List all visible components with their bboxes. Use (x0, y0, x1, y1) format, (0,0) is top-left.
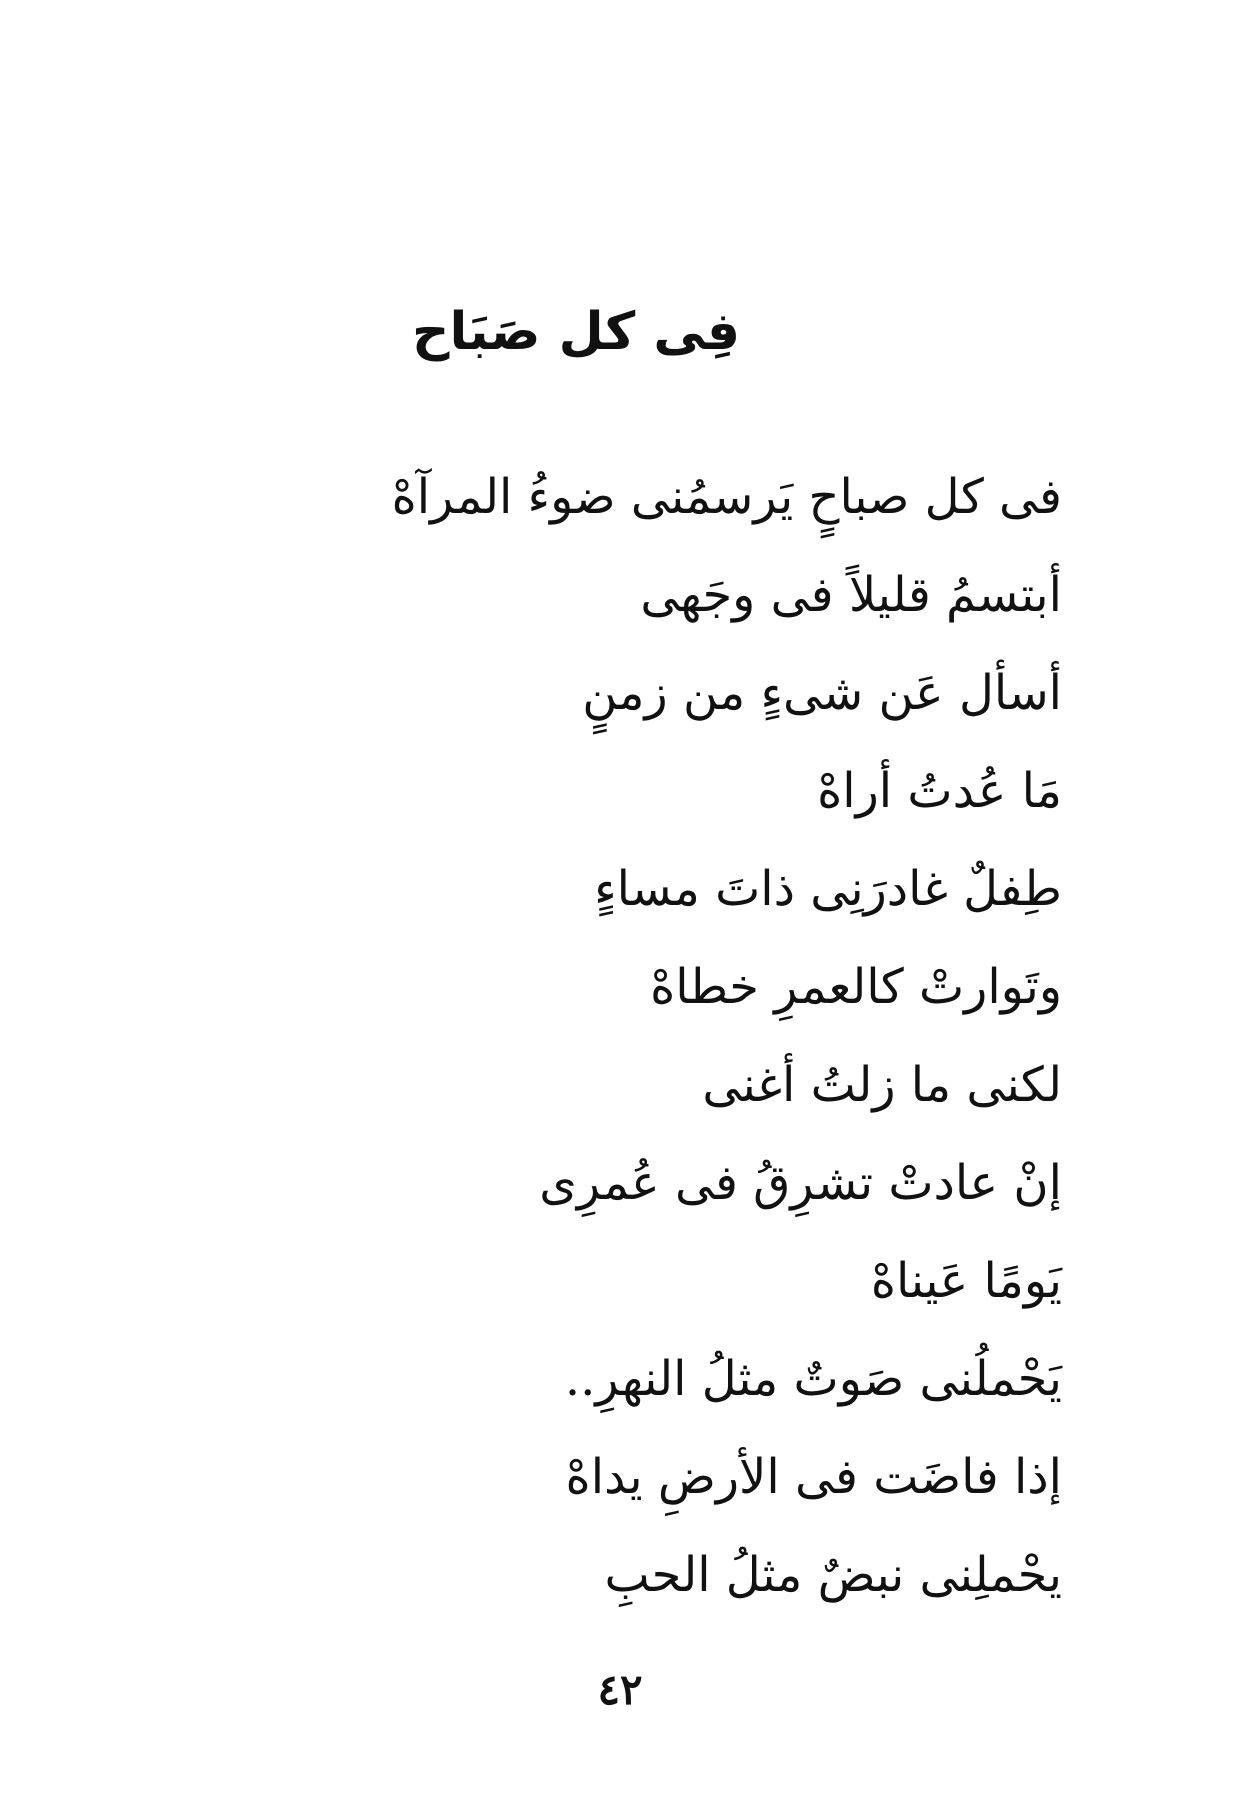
poem-line: وتَوارتْ كالعمرِ خطاهْ (650, 959, 1062, 1015)
poem-line: أسأل عَن شىءٍ من زمنٍ (582, 665, 1062, 721)
page-number: ٤٢ (597, 1665, 643, 1714)
poem-line: يَحْملُنى صَوتٌ مثلُ النهرِ.. (564, 1351, 1062, 1407)
poem-line: إذا فاضَت فى الأرضِ يداهْ (565, 1449, 1062, 1505)
poem-line: مَا عُدتُ أراهْ (817, 763, 1062, 819)
poem-line: يحْملِنى نبضٌ مثلُ الحبِ (604, 1547, 1062, 1603)
poem-line: فى كل صباحٍ يَرسمُنى ضوءُ المرآهْ (391, 469, 1062, 525)
poem-line: طِفلٌ غادرَنِى ذاتَ مساءٍ (594, 861, 1062, 917)
poem-line: يَومًا عَيناهْ (870, 1253, 1062, 1309)
poem-line: أبتسمُ قليلاً فى وجَهى (640, 567, 1062, 623)
poem-line: لكنى ما زلتُ أغنى (702, 1057, 1062, 1113)
poem-body (342, 448, 1062, 1624)
poem-title: فِى كل صَبَاح (412, 302, 740, 362)
poem-line: إنْ عادتْ تشرِقُ فى عُمرِى (539, 1155, 1062, 1211)
